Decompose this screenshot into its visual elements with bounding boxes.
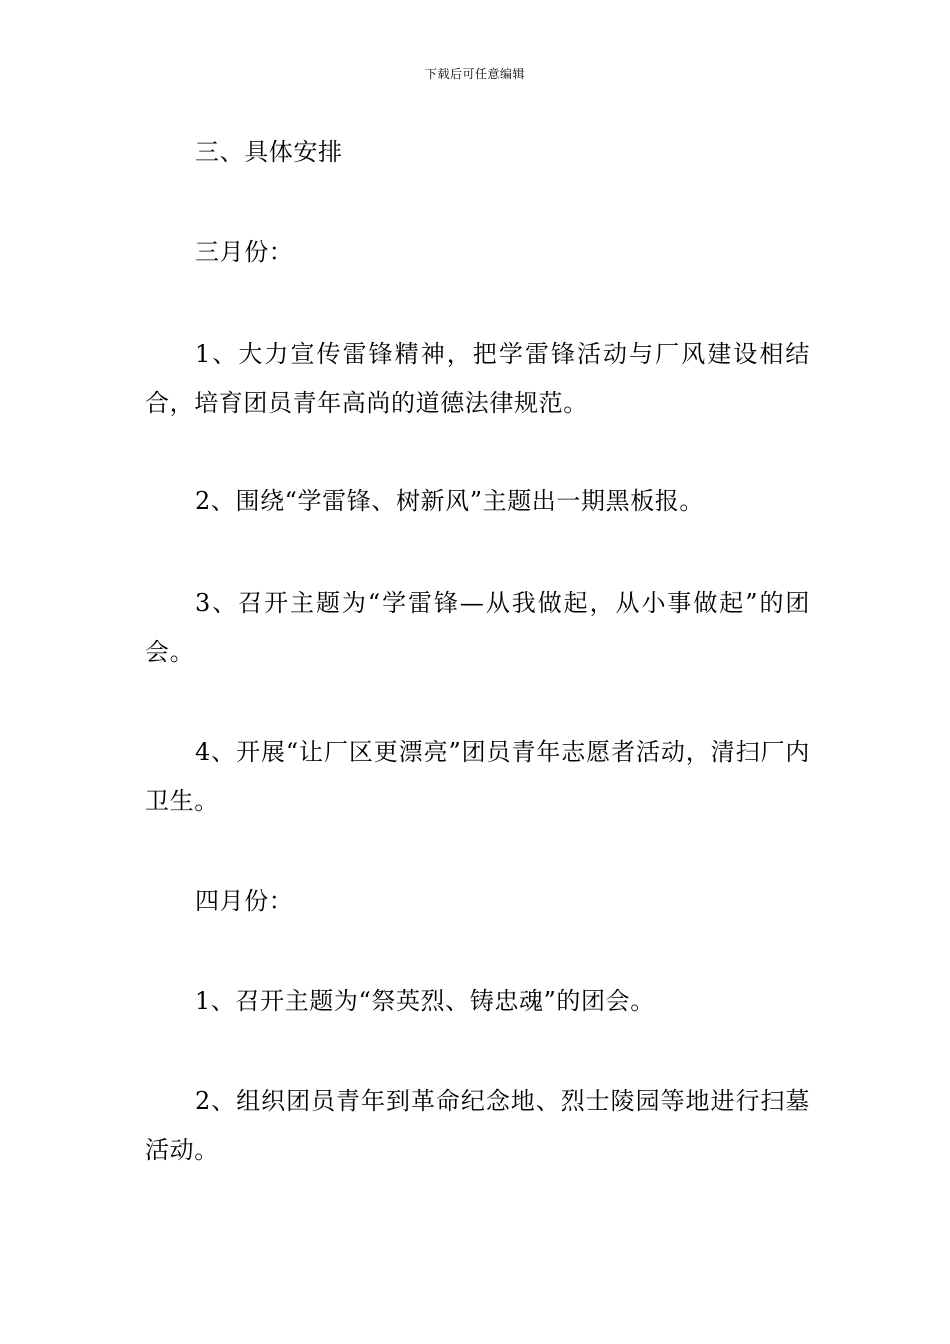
header-note: 下载后可任意编辑 (424, 67, 525, 81)
paragraph-march-1: 1、大力宣传雷锋精神，把学雷锋活动与厂风建设相结合，培育团员青年高尚的道德法律规范。 (145, 340, 810, 417)
paragraph-april-1: 1、召开主题为“祭英烈、铸忠魂”的团会。 (195, 987, 655, 1015)
paragraph-april-2: 2、组织团员青年到革命纪念地、烈士陵园等地进行扫墓活动。 (145, 1087, 810, 1164)
section-heading: 三、具体安排 (195, 138, 343, 166)
month-heading-march: 三月份： (195, 238, 294, 266)
paragraph-march-2: 2、围绕“学雷锋、树新风”主题出一期黑板报。 (195, 487, 705, 515)
paragraph-march-3: 3、召开主题为“学雷锋—从我做起，从小事做起”的团会。 (145, 589, 810, 666)
paragraph-march-4: 4、开展“让厂区更漂亮”团员青年志愿者活动，清扫厂内卫生。 (145, 738, 810, 815)
document-body (145, 128, 810, 1175)
month-heading-april: 四月份： (195, 887, 294, 915)
